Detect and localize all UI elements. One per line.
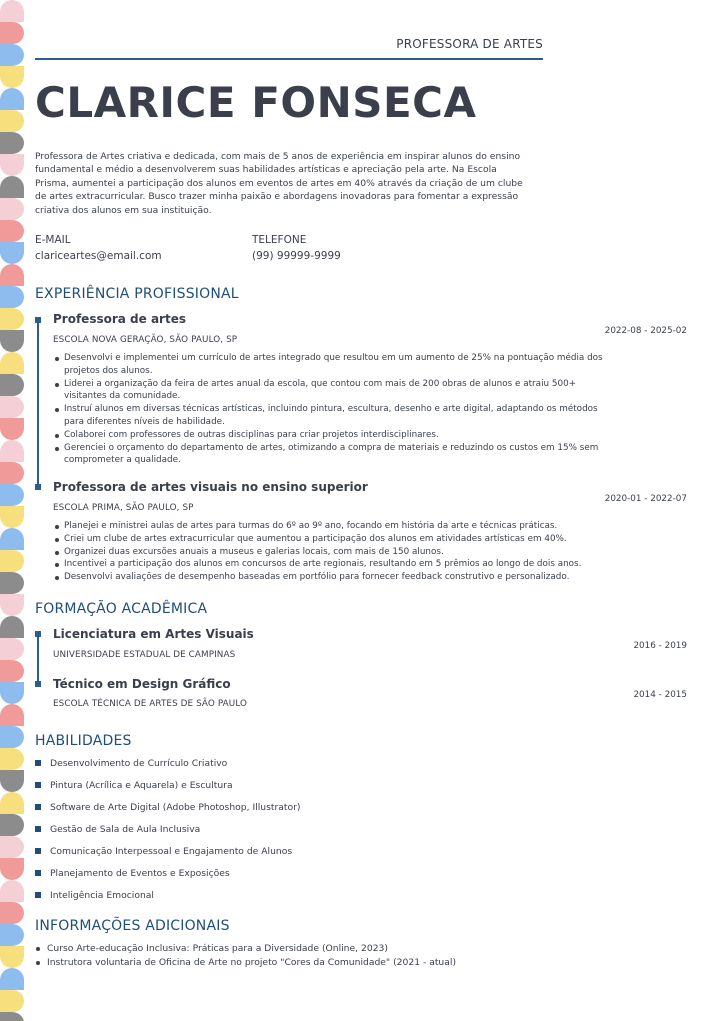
decorative-shape <box>0 924 24 946</box>
decorative-shape <box>0 132 24 154</box>
decorative-shape <box>0 770 24 792</box>
list-item: Desenvolvi e implementei um currículo de artes integrado que resultou em um aumento de 25% na pontuação média dos projetos dos alunos. <box>53 352 613 378</box>
list-item: Organizei duas excursões anuais a museus e galerias locais, com mais de 150 alunos. <box>53 546 613 559</box>
timeline-marker <box>35 681 41 687</box>
education-dates: 2014 - 2015 <box>633 690 687 700</box>
list-item: Curso Arte-educação Inclusiva: Práticas para a Diversidade (Online, 2023) <box>35 942 456 956</box>
email-contact <box>35 233 162 264</box>
section-title-experience: EXPERIÊNCIA PROFISSIONAL <box>35 286 239 302</box>
decorative-shape <box>0 594 24 616</box>
decorative-shape <box>0 704 24 726</box>
skill-item: Gestão de Sala de Aula Inclusiva <box>35 824 300 846</box>
education-timeline <box>37 634 39 684</box>
list-item: Criei um clube de artes extracurricular que aumentou a participação dos alunos em atividades artísticas em 40%. <box>53 533 613 546</box>
header-divider <box>35 58 543 60</box>
decorative-shape <box>0 176 24 198</box>
decorative-shape <box>0 462 24 484</box>
decorative-shape <box>0 572 24 594</box>
timeline-marker <box>35 631 41 637</box>
decorative-shape <box>0 198 24 220</box>
job-title: Professora de artes <box>53 312 186 326</box>
job-company: ESCOLA PRIMA, SÃO PAULO, SP <box>53 503 194 513</box>
decorative-shape <box>0 836 24 858</box>
decorative-shape <box>0 308 24 330</box>
decorative-shape <box>0 748 24 770</box>
timeline-marker <box>35 484 41 490</box>
decorative-shape <box>0 880 24 902</box>
decorative-shape <box>0 968 24 990</box>
email-value: clariceartes@email.com <box>35 249 162 262</box>
decorative-shape <box>0 352 24 374</box>
skill-item: Inteligência Emocional <box>35 890 300 912</box>
decorative-shape <box>0 22 24 44</box>
list-item: Incentivei a participação dos alunos em concursos de arte regionais, resultando em 5 prêmios ao longo de dois anos. <box>53 558 613 571</box>
decorative-shape <box>0 638 24 660</box>
list-item: Gerenciei o orçamento do departamento de artes, otimizando a compra de materiais e reduzindo os custos em 15% sem comprometer a qualidade. <box>53 442 613 468</box>
experience-timeline <box>37 320 39 490</box>
decorative-shape <box>0 0 24 22</box>
decorative-shape <box>0 858 24 880</box>
job-dates: 2022-08 - 2025-02 <box>604 326 687 336</box>
decorative-shape <box>0 550 24 572</box>
decorative-shape <box>0 990 24 1012</box>
school-name: UNIVERSIDADE ESTADUAL DE CAMPINAS <box>53 650 236 660</box>
decorative-shape <box>0 286 24 308</box>
education-dates: 2016 - 2019 <box>633 641 687 651</box>
job-title: Professora de artes visuais no ensino superior <box>53 480 368 494</box>
decorative-shape <box>0 946 24 968</box>
list-item: Planejei e ministrei aulas de artes para turmas do 6º ao 9º ano, focando em história da arte e técnicas práticas. <box>53 520 613 533</box>
decorative-shape <box>0 814 24 836</box>
decorative-shape <box>0 330 24 352</box>
decorative-side-strip <box>0 0 24 1021</box>
decorative-shape <box>0 506 24 528</box>
candidate-name: CLARICE FONSECA <box>35 78 477 127</box>
decorative-shape <box>0 902 24 924</box>
decorative-shape <box>0 264 24 286</box>
list-item: Desenvolvi avaliações de desempenho baseadas em portfólio para fornecer feedback construtivo e personalizado. <box>53 571 613 584</box>
section-title-skills: HABILIDADES <box>35 733 132 749</box>
list-item: Colaborei com professores de outras disciplinas para criar projetos interdisciplinares. <box>53 429 613 442</box>
job-bullets <box>53 520 613 584</box>
decorative-shape <box>0 484 24 506</box>
skill-item: Desenvolvimento de Currículo Criativo <box>35 758 300 780</box>
decorative-shape <box>0 220 24 242</box>
decorative-shape <box>0 242 24 264</box>
decorative-shape <box>0 528 24 550</box>
skill-item: Software de Arte Digital (Adobe Photoshop, Illustrator) <box>35 802 300 824</box>
decorative-shape <box>0 418 24 440</box>
decorative-shape <box>0 110 24 132</box>
job-role-title: PROFESSORA DE ARTES <box>396 37 543 51</box>
decorative-shape <box>0 726 24 748</box>
list-item: Instruí alunos em diversas técnicas artísticas, incluindo pintura, escultura, desenho e arte digital, adaptando os métodos para diferentes níveis de habilidade. <box>53 403 613 429</box>
degree-title: Licenciatura em Artes Visuais <box>53 627 254 641</box>
skills-list <box>35 758 300 912</box>
section-title-education: FORMAÇÃO ACADÊMICA <box>35 601 208 617</box>
skill-item: Planejamento de Eventos e Exposições <box>35 868 300 890</box>
profile-summary: Professora de Artes criativa e dedicada, com mais de 5 anos de experiência em inspirar alunos do ensino fundamental e médio a desenvolverem suas habilidades artísticas e apreciação pela arte. Na Escola Prisma, aumentei a participação dos alunos em eventos de artes em 40% através da criação de um clube de artes extracurricular. Busco trazer minha paixão e abordagens inovadoras para fomentar a expressão criativa dos alunos em sua instituição. <box>35 151 523 216</box>
school-name: ESCOLA TÉCNICA DE ARTES DE SÃO PAULO <box>53 699 248 709</box>
decorative-shape <box>0 792 24 814</box>
additional-info-list <box>35 942 456 969</box>
decorative-shape <box>0 1012 24 1021</box>
job-company: ESCOLA NOVA GERAÇÃO, SÃO PAULO, SP <box>53 335 238 345</box>
job-dates: 2020-01 - 2022-07 <box>604 494 687 504</box>
decorative-shape <box>0 154 24 176</box>
phone-label: TELEFONE <box>252 234 307 246</box>
phone-contact <box>252 233 341 264</box>
skill-item: Comunicação Interpessoal e Engajamento de Alunos <box>35 846 300 868</box>
list-item: Instrutora voluntaria de Oficina de Arte no projeto "Cores da Comunidade" (2021 - atual) <box>35 956 456 970</box>
decorative-shape <box>0 616 24 638</box>
list-item: Liderei a organização da feira de artes anual da escola, que contou com mais de 200 obras de alunos e atraiu 500+ visitantes da comunidade. <box>53 378 613 404</box>
phone-value: (99) 99999-9999 <box>252 249 341 262</box>
decorative-shape <box>0 44 24 66</box>
decorative-shape <box>0 660 24 682</box>
degree-title: Técnico em Design Gráfico <box>53 677 231 691</box>
job-bullets <box>53 352 613 467</box>
email-label: E-MAIL <box>35 234 71 246</box>
decorative-shape <box>0 88 24 110</box>
decorative-shape <box>0 682 24 704</box>
decorative-shape <box>0 374 24 396</box>
decorative-shape <box>0 396 24 418</box>
timeline-marker <box>35 317 41 323</box>
decorative-shape <box>0 66 24 88</box>
section-title-additional: INFORMAÇÕES ADICIONAIS <box>35 918 230 934</box>
decorative-shape <box>0 440 24 462</box>
skill-item: Pintura (Acrílica e Aquarela) e Escultura <box>35 780 300 802</box>
